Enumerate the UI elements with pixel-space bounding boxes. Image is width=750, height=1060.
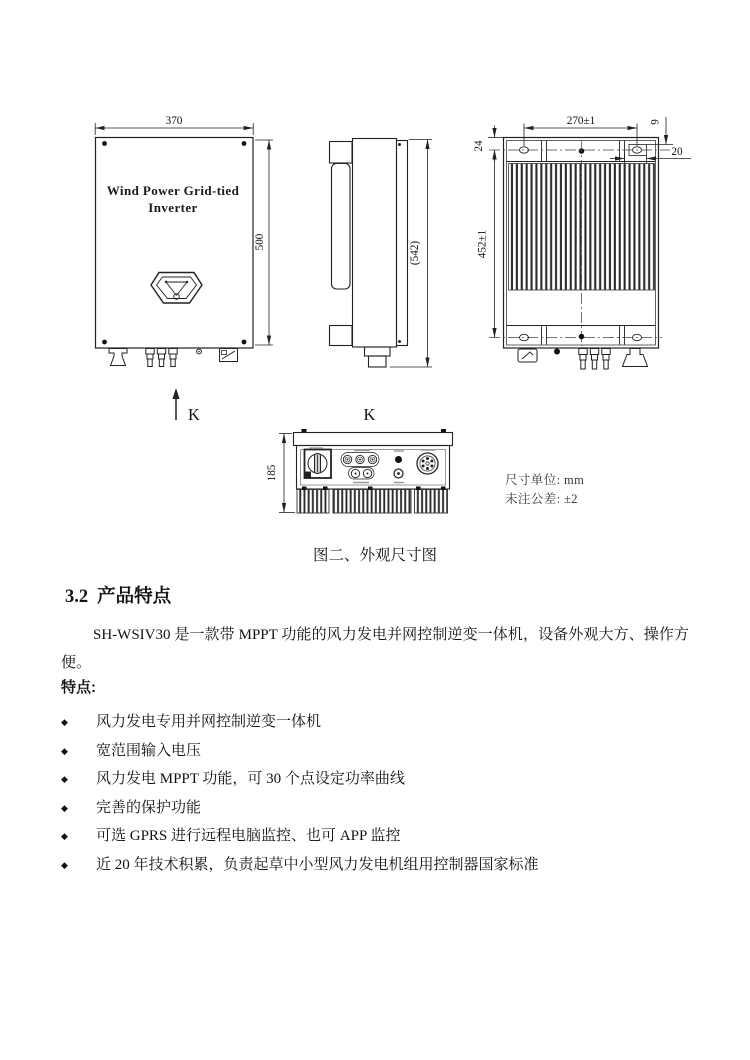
features-label: 特点:: [61, 679, 96, 696]
diamond-bullet-icon: ◆: [61, 717, 68, 727]
features-list: [61, 708, 689, 880]
section-content: [61, 585, 689, 880]
feature-item: [61, 822, 689, 851]
k-direction-arrow: [172, 388, 179, 420]
rear-hole-height-dim-text: 452±1: [476, 229, 489, 259]
bottom-view-drawing: [279, 429, 453, 513]
rear-view-drawing: [488, 117, 691, 369]
aux-connectors: [349, 468, 375, 480]
bottom-heatsink-fins: [297, 487, 448, 514]
front-wind-plugs: [146, 349, 177, 367]
side-height-dim-text: (542): [409, 240, 421, 266]
rear-top-offset-dim-text: 24: [473, 140, 485, 152]
intro-paragraph: SH-WSIV30 是一款带 MPPT 功能的风力发电并网控制逆变一体机，设备外观大方、操作方便。: [61, 627, 689, 671]
front-panel-label: [107, 183, 240, 215]
units-note: 尺寸单位: mm: [505, 473, 585, 487]
antenna-port: [395, 456, 402, 463]
tolerance-note: 未注公差: ±2: [505, 492, 578, 506]
diamond-bullet-icon: ◆: [61, 859, 68, 870]
front-bottom-connectors: [109, 349, 238, 367]
drawing-notes: [505, 471, 584, 509]
rear-dim-top-offset: [488, 126, 504, 163]
ac-output-connector: [417, 453, 438, 474]
feature-text: 可选 GPRS 进行远程电脑监控、也可 APP 监控: [96, 828, 401, 845]
rear-hole-spacing-dim-text: 270±1: [566, 115, 596, 127]
k-arrow-label: K: [188, 405, 200, 424]
feature-text: 宽范围输入电压: [96, 742, 202, 759]
front-height-dim-text: 500: [254, 233, 266, 251]
rear-bottom-bracket: [507, 326, 656, 345]
feature-item: [61, 708, 689, 737]
section-number: 3.2: [65, 587, 89, 607]
rotary-switch: [305, 450, 332, 479]
feature-text: 完善的保护功能: [96, 799, 202, 816]
rear-top-bracket: [507, 141, 656, 162]
rear-slot-width-dim-text: 9: [649, 119, 662, 125]
feature-item: [61, 765, 689, 794]
front-corner-screws: [102, 141, 246, 344]
k-view-title: K: [363, 405, 376, 424]
bottom-depth-dim-text: 185: [266, 464, 278, 482]
bottom-dim-depth: [279, 434, 295, 513]
front-label-line1: Wind Power Grid-tied: [106, 183, 240, 198]
front-view-drawing: [95, 123, 273, 420]
rear-bottom-connectors: [518, 349, 648, 370]
view-labels: [188, 405, 376, 424]
diamond-bullet-icon: ◆: [61, 802, 68, 813]
feature-item: [61, 851, 689, 880]
rear-slot-length-dim-text: 20: [671, 146, 683, 158]
front-label-line2: Inverter: [148, 200, 198, 215]
feature-item: [61, 737, 689, 766]
coax-port: [394, 469, 403, 478]
diamond-bullet-icon: ◆: [61, 745, 68, 756]
feature-text: 风力发电专用并网控制逆变一体机: [96, 714, 322, 730]
feature-text: 风力发电 MPPT 功能，可 30 个点设定功率曲线: [96, 771, 405, 788]
section-title: 产品特点: [97, 585, 172, 606]
brand-logo: [151, 273, 202, 304]
diamond-bullet-icon: ◆: [61, 774, 68, 785]
figure-caption: 图二、外观尺寸图: [312, 547, 437, 564]
rear-plugs: [579, 349, 610, 370]
front-width-dim-text: 370: [165, 115, 183, 127]
feature-item: [61, 794, 689, 823]
section-heading: [61, 585, 689, 608]
wind-input-connectors: [341, 453, 379, 467]
diamond-bullet-icon: ◆: [61, 831, 68, 842]
feature-text: 近 20 年技术积累，负责起草中小型风力发电机组用控制器国家标准: [96, 856, 539, 873]
